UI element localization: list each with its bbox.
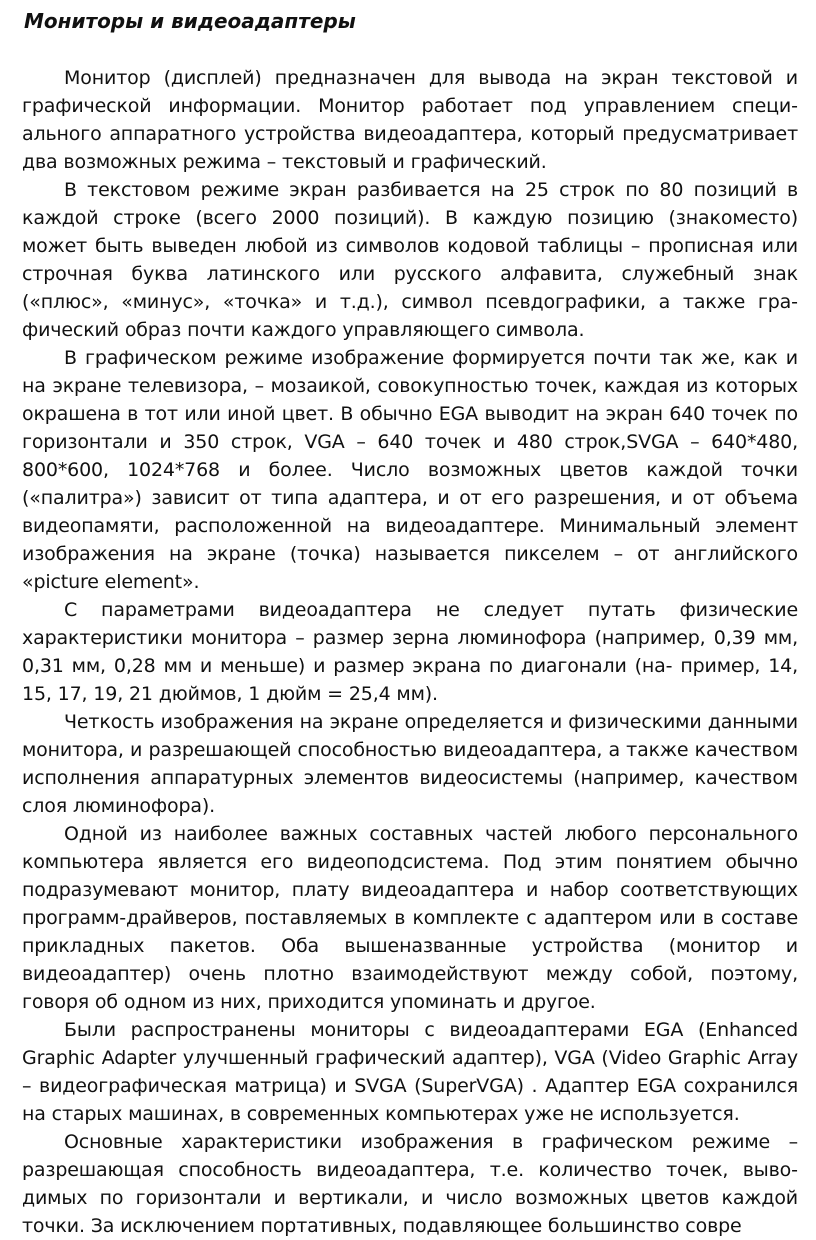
paragraph-8: Основные характеристики изображения в графическом режиме – разрешающая способность видеоадаптера, т.е. количество точек, выводимых по горизонтали и вертикали, и число возможных цветов каждой точки. За исключением портативных, подавляющее большинство совре <box>22 1131 798 1237</box>
paragraph-4: С параметрами видеоадаптера не следует путать физические характеристики монитора – размер зерна люминофора (например, 0,39 мм, 0,31 мм, 0,28 мм и меньше) и размер экрана по диагонали (на- пример, 14, 15, 17, 19, 21 дюймов, 1 дюйм = 25,4 мм). <box>22 599 798 705</box>
paragraph-1: Монитор (дисплей) предназначен для вывода на экран текстовой и графической информации. Монитор работает под управлением специального аппаратного устройства видеоадаптера, который предусматривает два возможных режима – текстовый и графический. <box>22 67 798 173</box>
paragraph-2: В текстовом режиме экран разбивается на 25 строк по 80 позиций в каждой строке (всего 2000 позиций). В каждую позицию (знакоместо) может быть выведен любой из символов кодовой таблицы – прописная или строчная буква латинского или русского алфавита, служебный знак («плюс», «минус», «точка» и т.д.), символ псевдографики, а также графический образ почти каждого управляющего символа. <box>22 179 798 341</box>
page-title: Мониторы и видеоадаптеры <box>24 9 356 33</box>
paragraph-5: Четкость изображения на экране определяется и физическими данными монитора, и разрешающей способностью видеоадаптера, а также качеством исполнения аппаратурных элементов видеосистемы (например, качеством слоя люминофора). <box>22 711 798 817</box>
paragraph-3: В графическом режиме изображение формируется почти так же, как и на экране телевизора, – мозаикой, совокупностью точек, каждая из которых окрашена в тот или иной цвет. В обычно EGA выводит на экран 640 точек по горизонтали и 350 строк, VGA – 640 точек и 480 строк,SVGA – 640*480, 800*600, 1024*768 и более. Число возможных цветов каждой точки («палитра») зависит от типа адаптера, и от его разрешения, и от объема видеопамяти, расположенной на видеоадаптере. Минимальный элемент изображения на экране (точка) называется пикселем – от английского «picture element». <box>22 347 798 593</box>
paragraph-6: Одной из наиболее важных составных частей любого персонального компьютера является его видеоподсистема. Под этим понятием обычно подразумевают монитор, плату видеоадаптера и набор соответствующих программ-драйверов, поставляемых в комплекте с адаптером или в составе прикладных пакетов. Оба вышеназванные устройства (монитор и видеоадаптер) очень плотно взаимодействуют между собой, поэтому, говоря об одном из них, приходится упоминать и другое. <box>22 823 798 1013</box>
paragraph-7: Были распространены мониторы с видеоадаптерами EGA (Enhanced Graphic Adapter улучшенный графический адаптер), VGA (Video Graphic Array – видеографическая матрица) и SVGA (SuperVGA) . Адаптер EGA сохранился на старых машинах, в современных компьютерах уже не используется. <box>22 1019 798 1125</box>
